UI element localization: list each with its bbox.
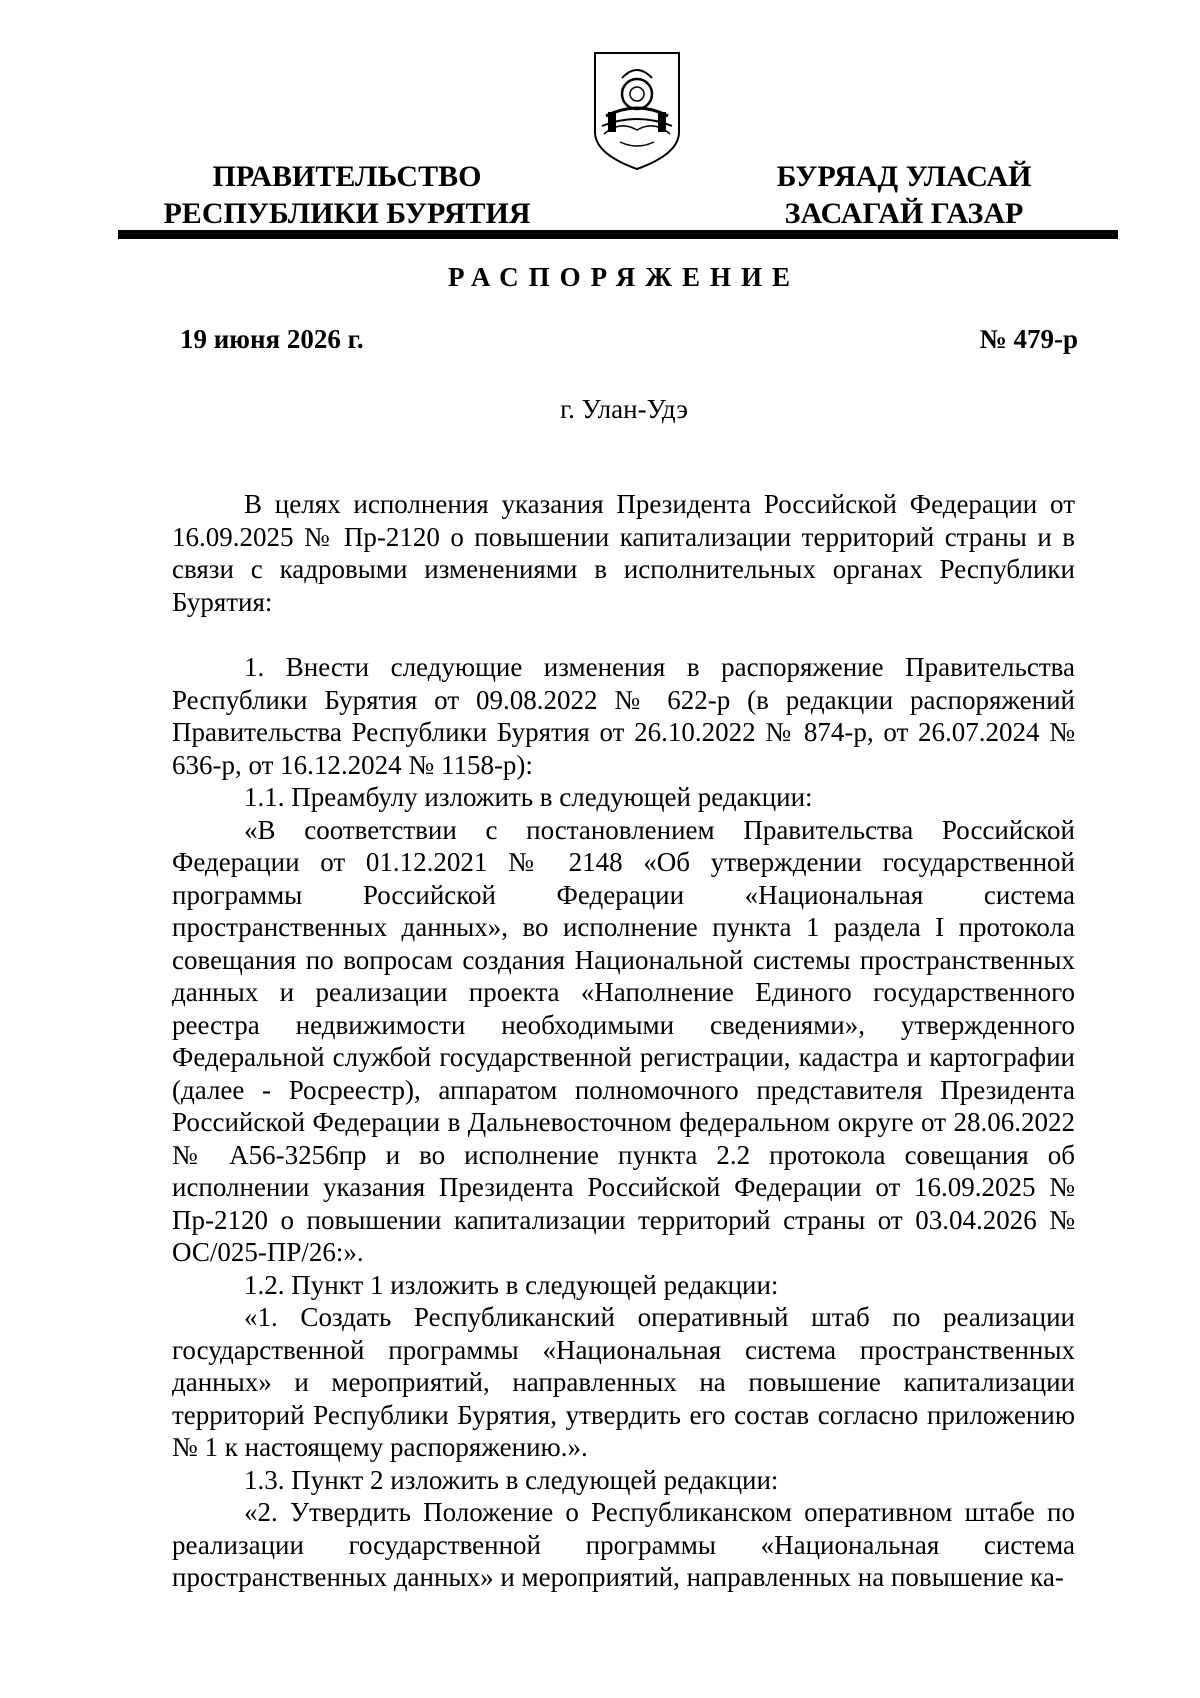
paragraph-item-1-3-text: «2. Утвердить Положение о Республиканском оперативном штабе по реализации государственной программы «Национальная система пространственных данных» и мероприятий, направленных на повышение ка- xyxy=(172,1497,1075,1592)
paragraph-preamble: В целях исполнения указания Президента Российской Федерации от 16.09.2025 № Пр-2120 о повышении капитализации территорий страны и в связи с кадровыми изменениями в исполнительных органах Республики Бурятия: xyxy=(172,489,1075,617)
document-date: 19 июня 2026 г. xyxy=(180,324,364,354)
paragraph-item-1-1: 1.1. Преамбулу изложить в следующей редакции: xyxy=(244,782,813,812)
government-title-line-2: РЕСПУБЛИКИ БУРЯТИЯ xyxy=(163,197,531,230)
buryatia-coat-of-arms-icon xyxy=(592,50,682,172)
paragraph-item-1-2-text: «1. Создать Республиканский оперативный штаб по реализации государственной программы «Национальная система пространственных данных» и мероприятий, направленных на повышение капитализации территорий Республики Бурятия, утвердить его состав согласно приложению № 1 к настоящему распоряжению.». xyxy=(172,1302,1075,1462)
document-number: № 479-р xyxy=(979,324,1078,354)
header-divider xyxy=(118,230,1118,239)
paragraph-item-1: 1. Внести следующие изменения в распоряжение Правительства Республики Бурятия от 09.08.2022 № 622-р (в редакции распоряжений Правительства Республики Бурятия от 26.10.2022 № 874-р, от 26.07.2024 № 636-р, от 16.12.2024 № 1158-р): xyxy=(172,652,1075,780)
paragraph-item-1-1-text: «В соответствии с постановлением Правительства Российской Федерации от 01.12.2021 № 2148 «Об утверждении государственной программы Российской Федерации «Национальная система пространственных данных», во исполнение пункта 1 раздела I протокола совещания по вопросам создания Национальной системы пространственных данных и реализации проекта «Наполнение Единого государственного реестра недвижимости необходимыми сведениями», утвержденного Федеральной службой государственной регистрации, кадастра и картографии (далее - Росреестр), аппаратом полномочного представителя Президента Российской Федерации в Дальневосточном федеральном округе от 28.06.2022 № А56-3256пр и во исполнение пункта 2.2 протокола совещания об исполнении указания Президента Российской Федерации от 16.09.2025 № Пр-2120 о повышении капитализации территорий страны от 03.04.2026 № ОС/025-ПР/26:». xyxy=(172,814,1075,1267)
document-body xyxy=(172,488,1075,1594)
header-right-block xyxy=(754,158,1054,232)
header-left-block xyxy=(160,158,534,232)
paragraph-item-1-2: 1.2. Пункт 1 изложить в следующей редакции: xyxy=(244,1269,779,1300)
government-title-buryat-line-1: БУРЯАД УЛАСАЙ xyxy=(776,160,1032,193)
government-title-line-1: ПРАВИТЕЛЬСТВО xyxy=(212,160,482,193)
government-title-buryat-line-2: ЗАСАГАЙ ГАЗАР xyxy=(784,197,1024,230)
paragraph-item-1-3: 1.3. Пункт 2 изложить в следующей редакции: xyxy=(244,1464,779,1495)
document-city: г. Улан-Удэ xyxy=(560,394,688,424)
document-type-heading: РАСПОРЯЖЕНИЕ xyxy=(447,262,801,292)
